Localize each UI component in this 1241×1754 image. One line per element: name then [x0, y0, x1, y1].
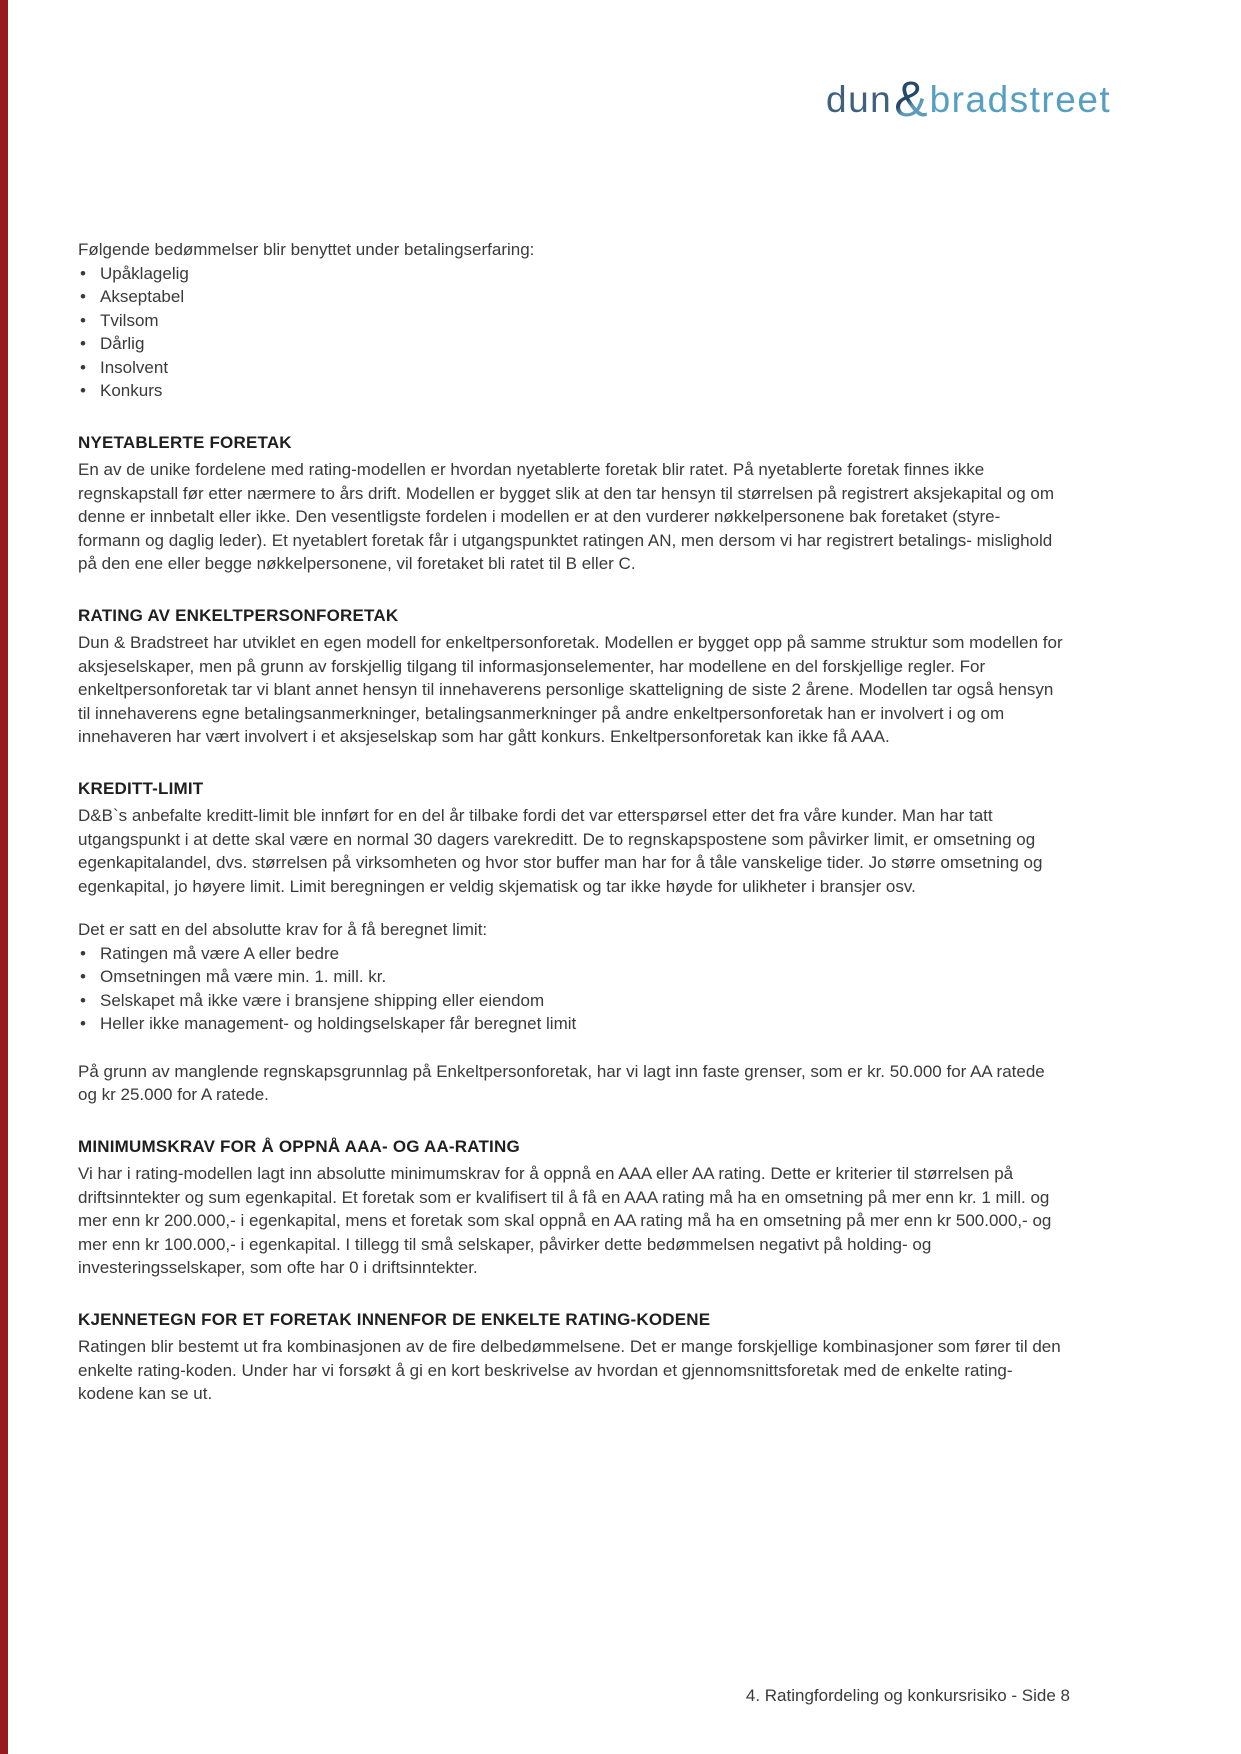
page-footer: 4. Ratingfordeling og konkursrisiko - Side 8 [745, 1686, 1070, 1705]
list-item: • Tvilsom [78, 309, 1063, 333]
heading-kjennetegn: KJENNETEGN FOR ET FORETAK INNENFOR DE ENKELTE RATING-KODENE [78, 1309, 711, 1329]
paragraph-kreditt-limit: D&B`s anbefalte kreditt-limit ble innført for en del år tilbake fordi det var etterspørsel etter det fra våre kunder. Man har tatt utgangspunkt i at dette skal være en normal 30 dagers varekreditt. De to regnskapspostene som påvirker limit, er omsetning og egenkapitalandel, dvs. størrelsen på virksomheten og hvor stor buffer man har for å tåle vanskelige tider. Jo større omsetning og egenkapital, jo høyere limit. Limit beregningen er veldig skjematisk og tar ikke høyde for ulikheter i bransjer osv. [78, 806, 1043, 896]
krav-lead: Det er satt en del absolutte krav for å få beregnet limit: [78, 920, 488, 939]
list-item: • Insolvent [78, 356, 1063, 380]
logo-text-dun: dun [826, 79, 893, 120]
list-item: • Omsetningen må være min. 1. mill. kr. [78, 965, 1063, 989]
paragraph-nyetablerte-foretak: En av de unike fordelene med rating-modellen er hvordan nyetablerte foretak blir ratet. På nyetablerte foretak finnes ikke regnskapstall før etter nærmere to års drift. Modellen er bygget slik at den tar hensyn til størrelsen på registrert aksjekapital og om denne er innbetalt eller ikke. Den vesentligste fordelen i modellen er at den vurderer nøkkelpersonene bak foretaket (styre- formann og daglig leder). Et nyetablert foretak får i utgangspunktet ratingen AN, men dersom vi har registrert betalings- mislighold på den ene eller begge nøkkelpersonene, vil foretaket bli ratet til B eller C. [78, 460, 1055, 573]
list-item: • Konkurs [78, 379, 1063, 403]
list-item: • Dårlig [78, 332, 1063, 356]
list-item: • Akseptabel [78, 285, 1063, 309]
heading-minimumskrav: MINIMUMSKRAV FOR Å OPPNÅ AAA- OG AA-RATING [78, 1136, 520, 1156]
logo-ampersand-icon: & [894, 71, 928, 127]
heading-kreditt-limit: KREDITT-LIMIT [78, 778, 204, 798]
left-accent-bar [0, 0, 8, 1754]
paragraph-kjennetegn: Ratingen blir bestemt ut fra kombinasjonen av de fire delbedømmelsene. Det er mange forskjellige kombinasjoner som fører til den enkelte rating-koden. Under har vi forsøkt å gi en kort beskrivelse av hvordan et gjennomsnittsforetak med de enkelte rating-kodene kan se ut. [78, 1337, 1061, 1403]
intro-lead: Følgende bedømmelser blir benyttet under betalingserfaring: [78, 240, 535, 259]
heading-nyetablerte-foretak: NYETABLERTE FORETAK [78, 432, 292, 452]
heading-rating-enkeltpersonforetak: RATING AV ENKELTPERSONFORETAK [78, 605, 399, 625]
list-item: • Upåklagelig [78, 262, 1063, 286]
list-item: • Ratingen må være A eller bedre [78, 942, 1063, 966]
dun-bradstreet-logo [826, 70, 1112, 127]
logo-text-bradstreet: bradstreet [929, 79, 1112, 120]
assessment-list [78, 262, 1063, 403]
limit-krav-list [78, 942, 1063, 1036]
list-item: • Selskapet må ikke være i bransjene shipping eller eiendom [78, 989, 1063, 1013]
paragraph-rating-enkeltpersonforetak: Dun & Bradstreet har utviklet en egen modell for enkeltpersonforetak. Modellen er bygget opp på samme struktur som modellen for aksjeselskaper, men på grunn av forskjellig tilgang til informasjonselementer, har modellene en del forskjellige regler. For enkeltpersonforetak tar vi blant annet hensyn til innehaverens personlige skatteligning de siste 2 årene. Modellen tar også hensyn til innehaverens egne betalingsanmerkninger, betalingsanmerkninger på andre enkeltpersonforetak han er involvert i og om innehaveren har vært involvert i et aksjeselskap som har gått konkurs. Enkeltpersonforetak kan ikke få AAA. [78, 633, 1063, 746]
paragraph-minimumskrav: Vi har i rating-modellen lagt inn absolutte minimumskrav for å oppnå en AAA eller AA rating. Dette er kriterier til størrelsen på driftsinntekter og sum egenkapital. Et foretak som er kvalifisert til å få en AAA rating må ha en omsetning på mer enn kr. 1 mill. og mer enn kr 200.000,- i egenkapital, mens et foretak som skal oppnå en AA rating må ha en omsetning på mer enn kr 500.000,- og mer enn kr 100.000,- i egenkapital. I tillegg til små selskaper, påvirker dette bedømmelsen negativt på holding- og investeringsselskaper, som ofte har 0 i driftsinntekter. [78, 1164, 1052, 1277]
paragraph-faste-grenser: På grunn av manglende regnskapsgrunnlag på Enkeltpersonforetak, har vi lagt inn faste grenser, som er kr. 50.000 for AA ratede og kr 25.000 for A ratede. [78, 1061, 1045, 1104]
list-item: • Heller ikke management- og holdingselskaper får beregnet limit [78, 1012, 1063, 1036]
document-body [78, 238, 1063, 1406]
